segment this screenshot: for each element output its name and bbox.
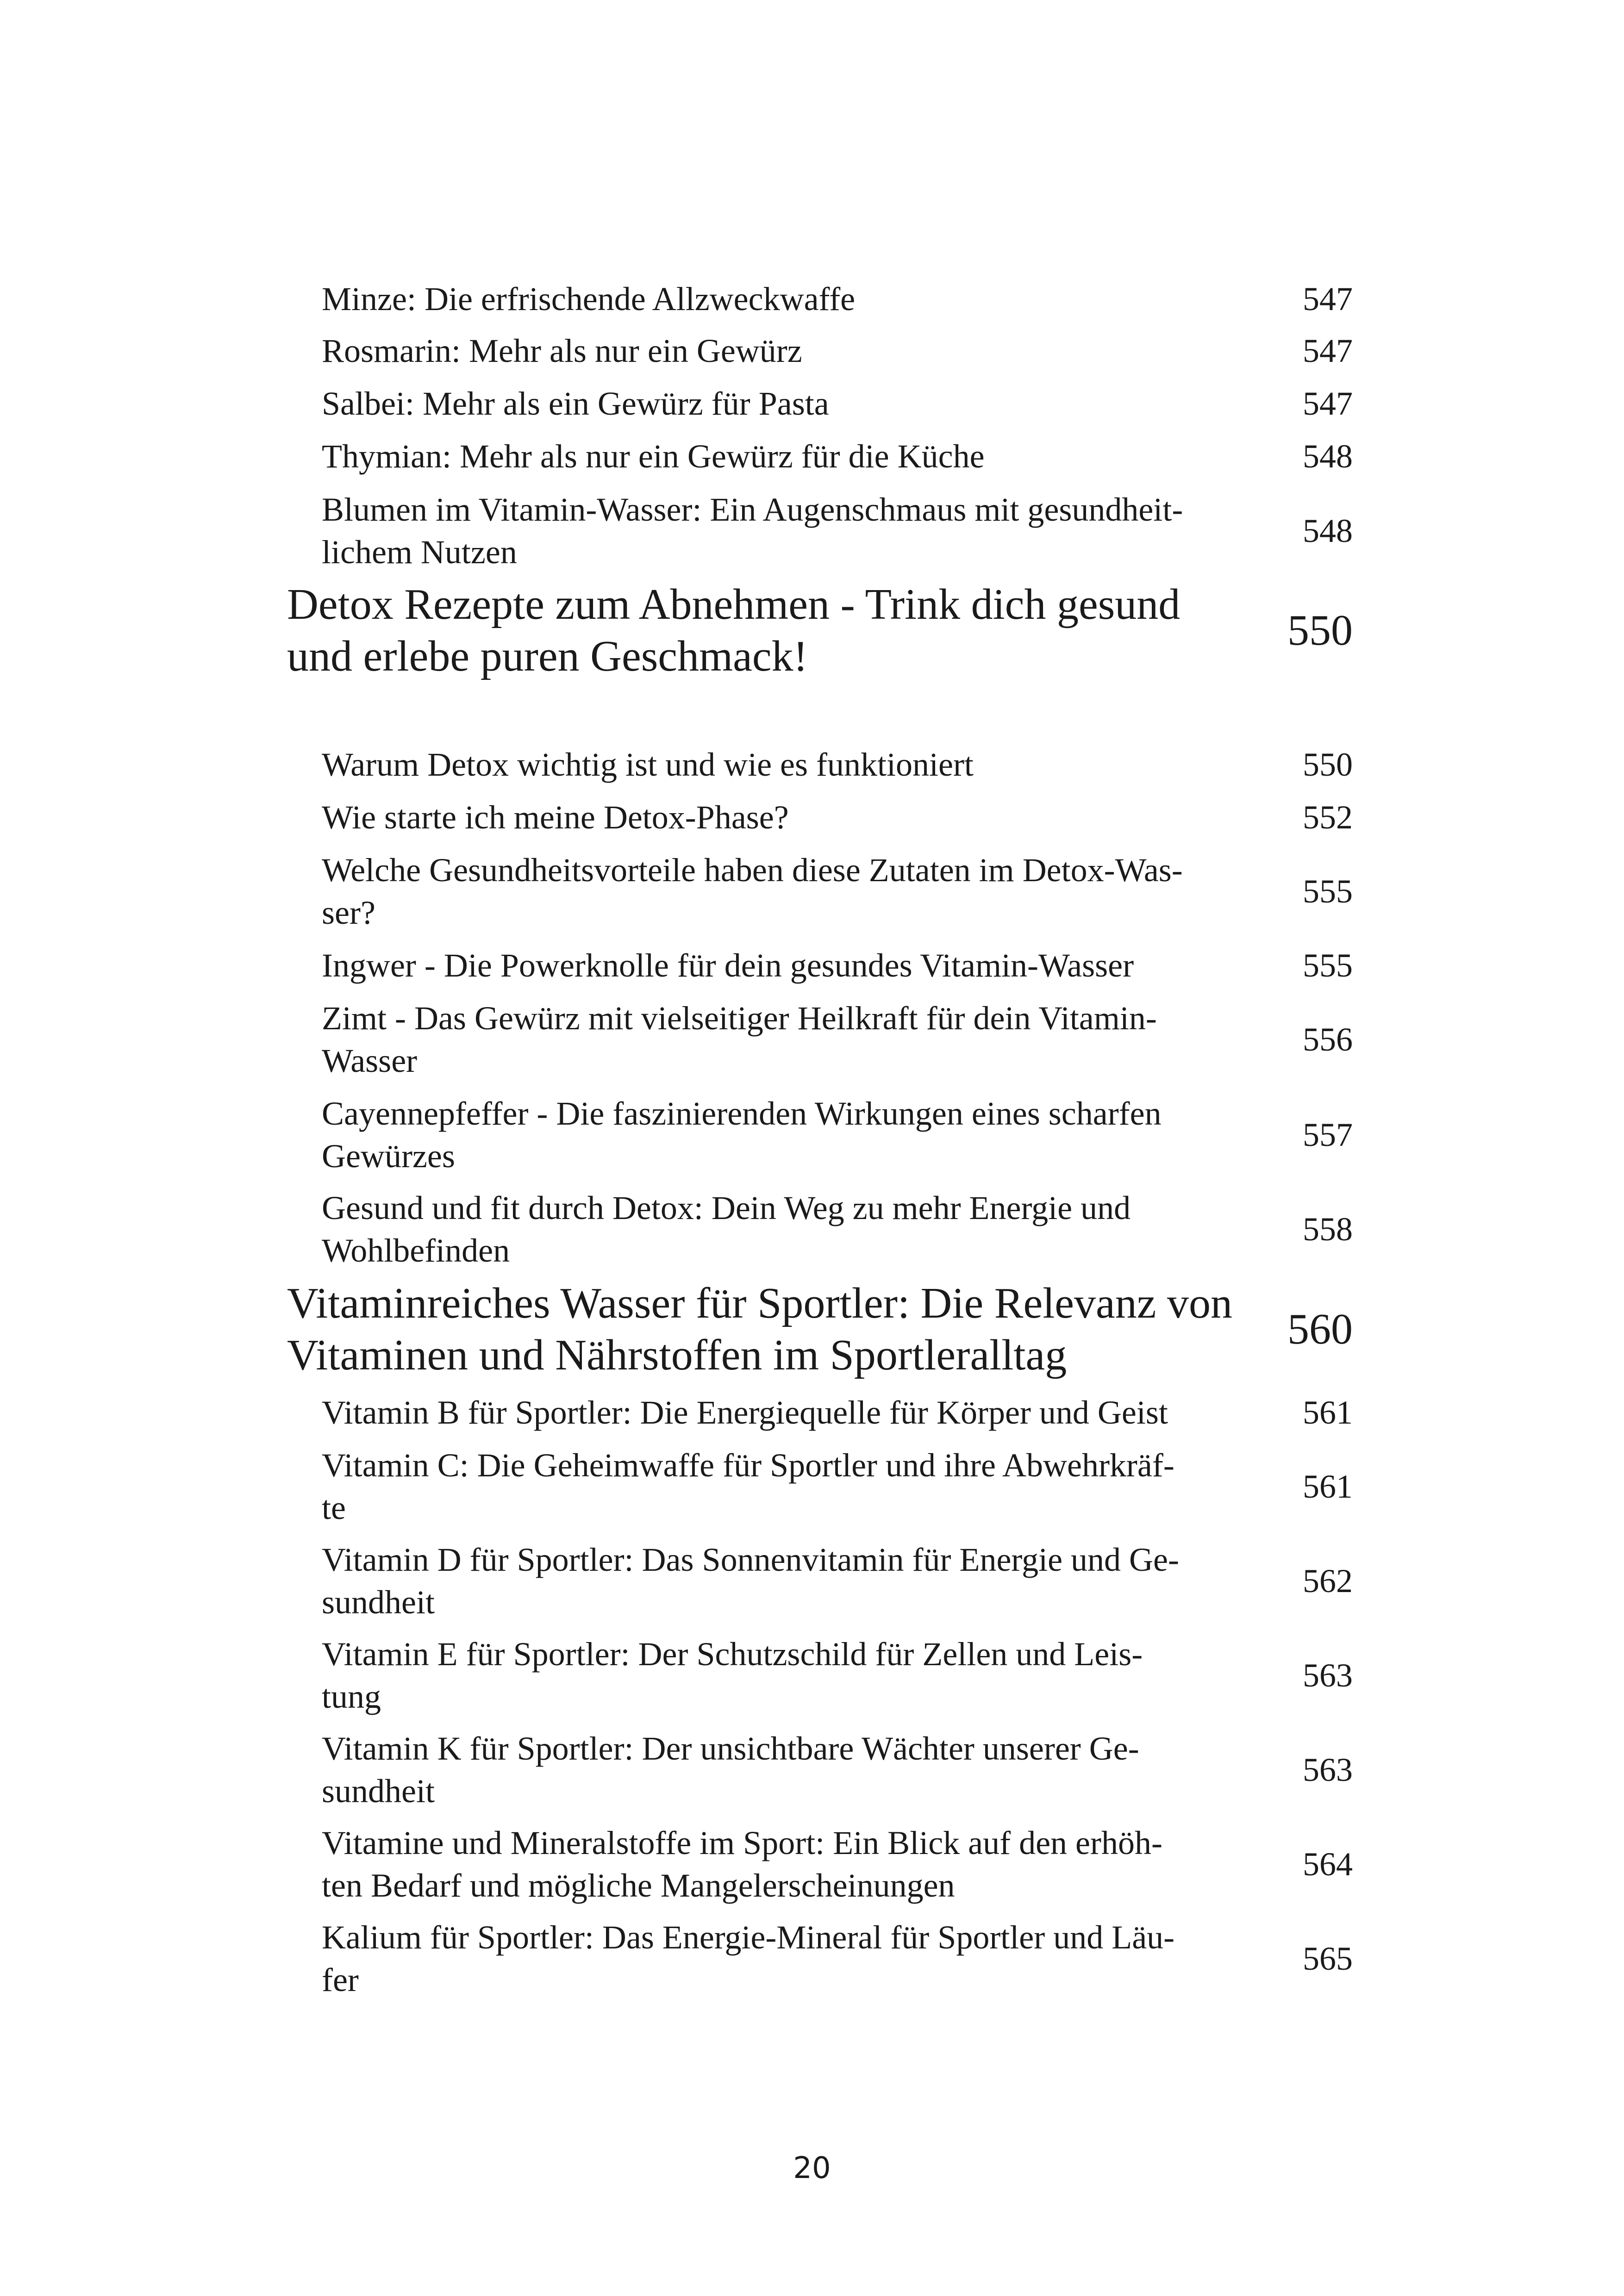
toc-entry [322,944,1353,987]
toc-entry-page: 547 [1303,280,1353,317]
toc-entry-page: 555 [1303,947,1353,984]
toc-entry-title: Kalium für Sportler: Das Energie-Mineral für Sportler und Läu- fer [322,1919,1175,1998]
toc-entry [322,1092,1353,1177]
toc-entry-title: Vitamin K für Sportler: Der unsichtbare Wächter unserer Ge- sundheit [322,1730,1139,1810]
toc-entry-page: 561 [1303,1394,1353,1431]
toc-entry-title: Rosmarin: Mehr als nur ein Gewürz [322,332,802,369]
toc-entry [322,1822,1353,1907]
toc-entry-page: 564 [1303,1846,1353,1883]
toc-entry [322,488,1353,573]
toc-entry [322,796,1353,839]
toc-entry [322,382,1353,425]
toc-entry [322,1444,1353,1529]
toc-entry [322,1916,1353,2001]
toc-entry-title: Vitamin B für Sportler: Die Energiequelle für Körper und Geist [322,1394,1168,1431]
page-number: 20 [793,2151,831,2185]
toc-entry-title: Minze: Die erfrischende Allzweckwaffe [322,280,856,317]
toc-entry-title: Vitamin E für Sportler: Der Schutzschild für Zellen und Leis- tung [322,1636,1143,1715]
toc-chapter-entry [287,579,1353,682]
toc-entry [322,997,1353,1082]
toc-entry-title: Gesund und fit durch Detox: Dein Weg zu mehr Energie und Wohlbefinden [322,1189,1131,1269]
toc-entry-title: Thymian: Mehr als nur ein Gewürz für die Küche [322,438,985,475]
toc-entry-page: 558 [1303,1211,1353,1248]
toc-entry [322,1538,1353,1624]
toc-entry-title: Vitamine und Mineralstoffe im Sport: Ein Blick auf den erhöh- ten Bedarf und mögliche Mangelerscheinungen [322,1824,1162,1904]
toc-entry [322,435,1353,478]
toc-entry-title: Vitamin D für Sportler: Das Sonnenvitamin für Energie und Ge- sundheit [322,1541,1179,1621]
toc-entry-page: 563 [1303,1751,1353,1788]
toc-entry [322,1187,1353,1272]
toc-entry-title: Cayennepfeffer - Die faszinierenden Wirkungen eines scharfen Gewürzes [322,1095,1162,1175]
toc-entry [322,849,1353,934]
toc-entry-page: 555 [1303,873,1353,910]
toc-chapter-page: 560 [1287,1305,1353,1353]
toc-entry-title: Salbei: Mehr als ein Gewürz für Pasta [322,385,829,422]
toc-entry-page: 552 [1303,799,1353,836]
toc-entry [322,278,1353,320]
toc-entry [322,1391,1353,1434]
toc-entry [322,743,1353,786]
toc-entry-page: 547 [1303,385,1353,422]
toc-entry-title: Blumen im Vitamin-Wasser: Ein Augenschmaus mit gesundheit- lichem Nutzen [322,491,1183,571]
toc-entry-page: 550 [1303,746,1353,783]
toc-entry-page: 561 [1303,1468,1353,1505]
toc-entry-title: Warum Detox wichtig ist und wie es funktioniert [322,746,974,783]
toc-chapter-title: Detox Rezepte zum Abnehmen - Trink dich gesund und erlebe puren Geschmack! [287,580,1181,680]
toc-entry-title: Wie starte ich meine Detox-Phase? [322,799,789,836]
toc-entry [322,1633,1353,1718]
toc-entry-page: 556 [1303,1021,1353,1058]
toc-entry-title: Zimt - Das Gewürz mit vielseitiger Heilkraft für dein Vitamin- Wasser [322,1000,1157,1079]
toc-entry-title: Ingwer - Die Powerknolle für dein gesundes Vitamin-Wasser [322,947,1134,984]
toc-entry-title: Vitamin C: Die Geheimwaffe für Sportler und ihre Abwehrkräf- te [322,1447,1174,1526]
toc-chapter-page: 550 [1287,606,1353,654]
toc-entry-page: 557 [1303,1116,1353,1153]
toc-chapter-title: Vitaminreiches Wasser für Sportler: Die Relevanz von Vitaminen und Nährstoffen im Sportleralltag [287,1279,1232,1379]
toc-entry [322,330,1353,372]
toc-chapter-entry [287,1277,1353,1381]
toc-entry [322,1727,1353,1812]
toc-entry-page: 562 [1303,1562,1353,1599]
toc-entry-page: 547 [1303,332,1353,369]
toc-entry-page: 565 [1303,1940,1353,1977]
toc-entry-title: Welche Gesundheitsvorteile haben diese Zutaten im Detox-Was- ser? [322,852,1183,931]
toc-entry-page: 548 [1303,512,1353,549]
toc-entry-page: 563 [1303,1657,1353,1694]
toc-entry-page: 548 [1303,438,1353,475]
